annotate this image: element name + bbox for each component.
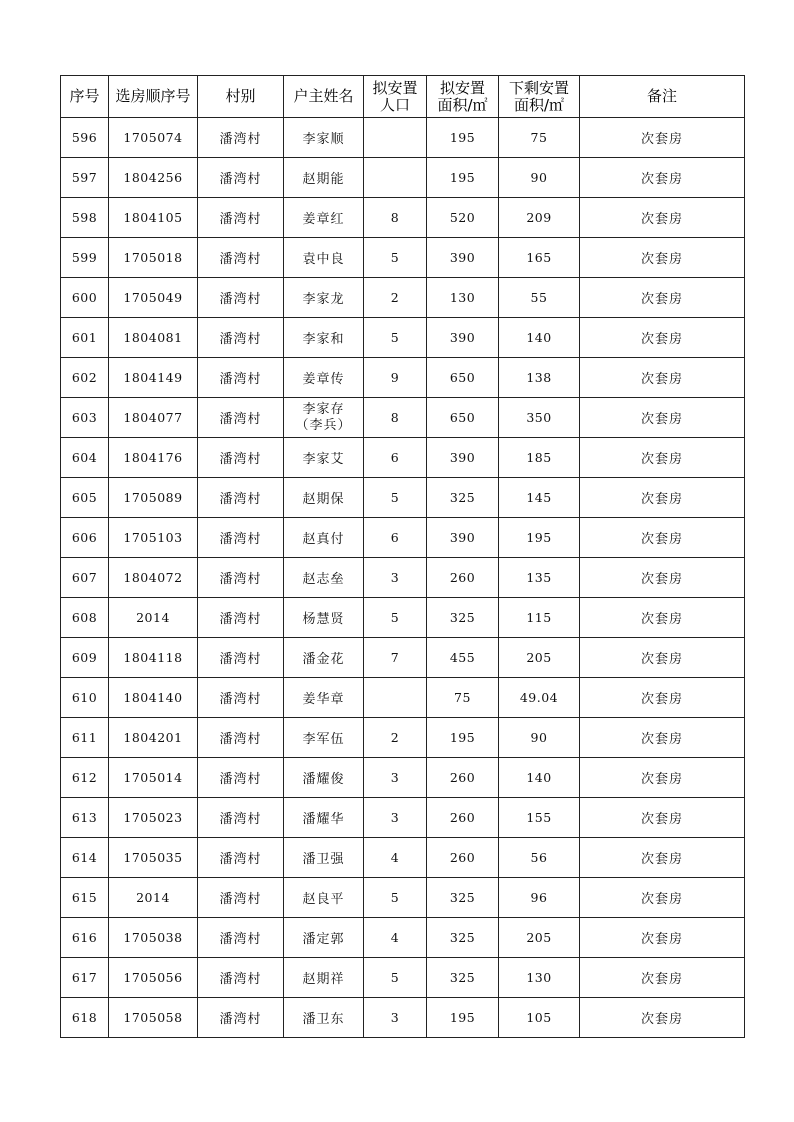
cell-owner: 赵志垒 (284, 558, 364, 598)
cell-owner: 赵真付 (284, 518, 364, 558)
cell-order: 1705049 (109, 278, 198, 318)
cell-seq: 602 (61, 358, 109, 398)
cell-order: 1705035 (109, 838, 198, 878)
cell-people: 6 (364, 438, 427, 478)
cell-seq: 610 (61, 678, 109, 718)
cell-remain: 195 (499, 518, 580, 558)
table-row (61, 158, 745, 198)
table-row (61, 638, 745, 678)
cell-village: 潘湾村 (198, 958, 284, 998)
cell-note: 次套房 (580, 238, 745, 278)
cell-village: 潘湾村 (198, 798, 284, 838)
cell-village: 潘湾村 (198, 478, 284, 518)
cell-seq: 617 (61, 958, 109, 998)
table-row (61, 598, 745, 638)
cell-owner: 潘金花 (284, 638, 364, 678)
cell-owner: 杨慧贤 (284, 598, 364, 638)
table-row (61, 718, 745, 758)
cell-owner: 姜章传 (284, 358, 364, 398)
cell-seq: 611 (61, 718, 109, 758)
table-row (61, 358, 745, 398)
table-row (61, 958, 745, 998)
cell-seq: 600 (61, 278, 109, 318)
cell-note: 次套房 (580, 718, 745, 758)
cell-remain: 140 (499, 318, 580, 358)
cell-area: 390 (427, 318, 499, 358)
cell-order: 1804201 (109, 718, 198, 758)
header-remain-line2: 面积/㎡ (513, 95, 565, 114)
cell-village: 潘湾村 (198, 718, 284, 758)
cell-village: 潘湾村 (198, 398, 284, 438)
cell-note: 次套房 (580, 438, 745, 478)
cell-village: 潘湾村 (198, 758, 284, 798)
cell-village: 潘湾村 (198, 318, 284, 358)
cell-owner (284, 398, 364, 438)
header-area (427, 76, 499, 118)
cell-owner: 潘卫强 (284, 838, 364, 878)
cell-people (364, 158, 427, 198)
cell-area: 325 (427, 598, 499, 638)
cell-order: 1705058 (109, 998, 198, 1038)
cell-area: 75 (427, 678, 499, 718)
header-area-line2: 面积/㎡ (437, 95, 488, 114)
cell-remain: 205 (499, 638, 580, 678)
cell-remain: 185 (499, 438, 580, 478)
table-row (61, 318, 745, 358)
cell-area: 260 (427, 838, 499, 878)
cell-owner-line2: （李兵） (295, 417, 352, 433)
cell-people: 7 (364, 638, 427, 678)
header-order: 选房顺序号 (109, 76, 198, 118)
cell-order: 1705089 (109, 478, 198, 518)
cell-note: 次套房 (580, 398, 745, 438)
cell-remain: 209 (499, 198, 580, 238)
cell-owner: 潘卫东 (284, 998, 364, 1038)
cell-area: 455 (427, 638, 499, 678)
cell-village: 潘湾村 (198, 918, 284, 958)
cell-remain: 56 (499, 838, 580, 878)
cell-seq: 604 (61, 438, 109, 478)
cell-area: 325 (427, 878, 499, 918)
cell-people (364, 678, 427, 718)
cell-seq: 615 (61, 878, 109, 918)
table-row (61, 798, 745, 838)
cell-people (364, 118, 427, 158)
cell-order: 1804149 (109, 358, 198, 398)
table-row (61, 198, 745, 238)
header-people (364, 76, 427, 118)
cell-village: 潘湾村 (198, 438, 284, 478)
cell-area: 325 (427, 478, 499, 518)
cell-remain: 155 (499, 798, 580, 838)
cell-seq: 603 (61, 398, 109, 438)
cell-seq: 608 (61, 598, 109, 638)
cell-note: 次套房 (580, 918, 745, 958)
cell-village: 潘湾村 (198, 158, 284, 198)
cell-note: 次套房 (580, 358, 745, 398)
cell-seq: 612 (61, 758, 109, 798)
cell-village: 潘湾村 (198, 558, 284, 598)
cell-order: 2014 (109, 878, 198, 918)
cell-people: 2 (364, 718, 427, 758)
cell-people: 3 (364, 998, 427, 1038)
cell-area: 195 (427, 718, 499, 758)
cell-seq: 606 (61, 518, 109, 558)
header-people-line1: 拟安置 (372, 78, 418, 97)
cell-note: 次套房 (580, 838, 745, 878)
cell-seq: 614 (61, 838, 109, 878)
cell-note: 次套房 (580, 318, 745, 358)
cell-area: 650 (427, 398, 499, 438)
cell-village: 潘湾村 (198, 198, 284, 238)
cell-owner: 李家龙 (284, 278, 364, 318)
cell-note: 次套房 (580, 518, 745, 558)
resettlement-table (60, 75, 745, 1038)
cell-order: 1705103 (109, 518, 198, 558)
cell-seq: 596 (61, 118, 109, 158)
header-seq: 序号 (61, 76, 109, 118)
cell-people: 8 (364, 398, 427, 438)
cell-village: 潘湾村 (198, 998, 284, 1038)
cell-village: 潘湾村 (198, 518, 284, 558)
cell-owner-line1: 李家存 (302, 401, 345, 417)
cell-note: 次套房 (580, 758, 745, 798)
cell-people: 8 (364, 198, 427, 238)
cell-seq: 607 (61, 558, 109, 598)
cell-people: 5 (364, 238, 427, 278)
cell-people: 5 (364, 878, 427, 918)
cell-area: 325 (427, 958, 499, 998)
cell-note: 次套房 (580, 558, 745, 598)
cell-owner: 李家和 (284, 318, 364, 358)
cell-seq: 598 (61, 198, 109, 238)
cell-note: 次套房 (580, 598, 745, 638)
cell-remain: 90 (499, 158, 580, 198)
cell-order: 1804256 (109, 158, 198, 198)
cell-village: 潘湾村 (198, 678, 284, 718)
cell-people: 5 (364, 958, 427, 998)
table-body (61, 118, 745, 1038)
cell-remain: 135 (499, 558, 580, 598)
table-row (61, 998, 745, 1038)
cell-area: 390 (427, 518, 499, 558)
cell-order: 1804118 (109, 638, 198, 678)
cell-people: 3 (364, 798, 427, 838)
cell-order: 2014 (109, 598, 198, 638)
header-remain (499, 76, 580, 118)
cell-people: 2 (364, 278, 427, 318)
header-remain-line1: 下剩安置 (508, 78, 569, 97)
cell-note: 次套房 (580, 198, 745, 238)
cell-note: 次套房 (580, 878, 745, 918)
cell-area: 260 (427, 798, 499, 838)
cell-remain: 49.04 (499, 678, 580, 718)
cell-seq: 618 (61, 998, 109, 1038)
cell-order: 1705038 (109, 918, 198, 958)
cell-note: 次套房 (580, 958, 745, 998)
cell-remain: 55 (499, 278, 580, 318)
resettlement-table-sheet (60, 75, 744, 1038)
cell-owner: 赵期保 (284, 478, 364, 518)
cell-owner: 赵良平 (284, 878, 364, 918)
cell-remain: 96 (499, 878, 580, 918)
cell-remain: 90 (499, 718, 580, 758)
cell-order: 1804105 (109, 198, 198, 238)
cell-seq: 609 (61, 638, 109, 678)
cell-village: 潘湾村 (198, 278, 284, 318)
cell-area: 520 (427, 198, 499, 238)
cell-order: 1705014 (109, 758, 198, 798)
cell-remain: 75 (499, 118, 580, 158)
cell-owner: 潘定郭 (284, 918, 364, 958)
cell-note: 次套房 (580, 798, 745, 838)
table-row (61, 918, 745, 958)
cell-remain: 115 (499, 598, 580, 638)
cell-people: 3 (364, 758, 427, 798)
cell-area: 195 (427, 118, 499, 158)
cell-order: 1705056 (109, 958, 198, 998)
cell-village: 潘湾村 (198, 238, 284, 278)
header-area-line1: 拟安置 (439, 78, 485, 97)
cell-remain: 205 (499, 918, 580, 958)
table-row (61, 438, 745, 478)
cell-area: 260 (427, 558, 499, 598)
cell-order: 1804072 (109, 558, 198, 598)
cell-seq: 613 (61, 798, 109, 838)
cell-area: 260 (427, 758, 499, 798)
cell-village: 潘湾村 (198, 598, 284, 638)
header-row (61, 76, 745, 118)
cell-remain: 130 (499, 958, 580, 998)
cell-owner: 潘耀华 (284, 798, 364, 838)
table-row (61, 398, 745, 438)
table-row (61, 278, 745, 318)
cell-remain: 140 (499, 758, 580, 798)
table-header (61, 76, 745, 118)
cell-people: 4 (364, 918, 427, 958)
cell-note: 次套房 (580, 998, 745, 1038)
cell-area: 650 (427, 358, 499, 398)
cell-owner: 李家艾 (284, 438, 364, 478)
cell-remain: 145 (499, 478, 580, 518)
cell-seq: 601 (61, 318, 109, 358)
cell-people: 3 (364, 558, 427, 598)
cell-remain: 165 (499, 238, 580, 278)
cell-remain: 105 (499, 998, 580, 1038)
cell-people: 6 (364, 518, 427, 558)
cell-remain: 138 (499, 358, 580, 398)
cell-people: 5 (364, 598, 427, 638)
cell-people: 9 (364, 358, 427, 398)
cell-owner: 李家顺 (284, 118, 364, 158)
cell-order: 1804081 (109, 318, 198, 358)
cell-note: 次套房 (580, 118, 745, 158)
header-village: 村别 (198, 76, 284, 118)
cell-seq: 605 (61, 478, 109, 518)
cell-village: 潘湾村 (198, 358, 284, 398)
cell-order: 1705074 (109, 118, 198, 158)
table-row (61, 238, 745, 278)
cell-village: 潘湾村 (198, 118, 284, 158)
cell-owner: 赵期祥 (284, 958, 364, 998)
cell-area: 390 (427, 238, 499, 278)
cell-people: 4 (364, 838, 427, 878)
table-row (61, 758, 745, 798)
cell-area: 390 (427, 438, 499, 478)
table-row (61, 678, 745, 718)
table-row (61, 878, 745, 918)
cell-order: 1705023 (109, 798, 198, 838)
header-owner: 户主姓名 (284, 76, 364, 118)
header-people-line2: 人口 (379, 95, 410, 114)
table-row (61, 118, 745, 158)
cell-owner: 李军伍 (284, 718, 364, 758)
cell-owner: 姜华章 (284, 678, 364, 718)
cell-remain: 350 (499, 398, 580, 438)
cell-people: 5 (364, 318, 427, 358)
cell-order: 1705018 (109, 238, 198, 278)
cell-order: 1804140 (109, 678, 198, 718)
cell-village: 潘湾村 (198, 878, 284, 918)
header-note: 备注 (580, 76, 745, 118)
cell-people: 5 (364, 478, 427, 518)
cell-seq: 616 (61, 918, 109, 958)
cell-order: 1804176 (109, 438, 198, 478)
cell-village: 潘湾村 (198, 838, 284, 878)
table-row (61, 478, 745, 518)
cell-area: 195 (427, 158, 499, 198)
cell-village: 潘湾村 (198, 638, 284, 678)
cell-owner: 袁中良 (284, 238, 364, 278)
cell-owner: 潘耀俊 (284, 758, 364, 798)
cell-note: 次套房 (580, 678, 745, 718)
cell-note: 次套房 (580, 158, 745, 198)
cell-area: 195 (427, 998, 499, 1038)
cell-owner: 赵期能 (284, 158, 364, 198)
cell-note: 次套房 (580, 638, 745, 678)
cell-seq: 599 (61, 238, 109, 278)
table-row (61, 518, 745, 558)
cell-note: 次套房 (580, 278, 745, 318)
cell-area: 325 (427, 918, 499, 958)
cell-owner: 姜章红 (284, 198, 364, 238)
cell-area: 130 (427, 278, 499, 318)
table-row (61, 838, 745, 878)
cell-note: 次套房 (580, 478, 745, 518)
table-row (61, 558, 745, 598)
cell-seq: 597 (61, 158, 109, 198)
cell-order: 1804077 (109, 398, 198, 438)
